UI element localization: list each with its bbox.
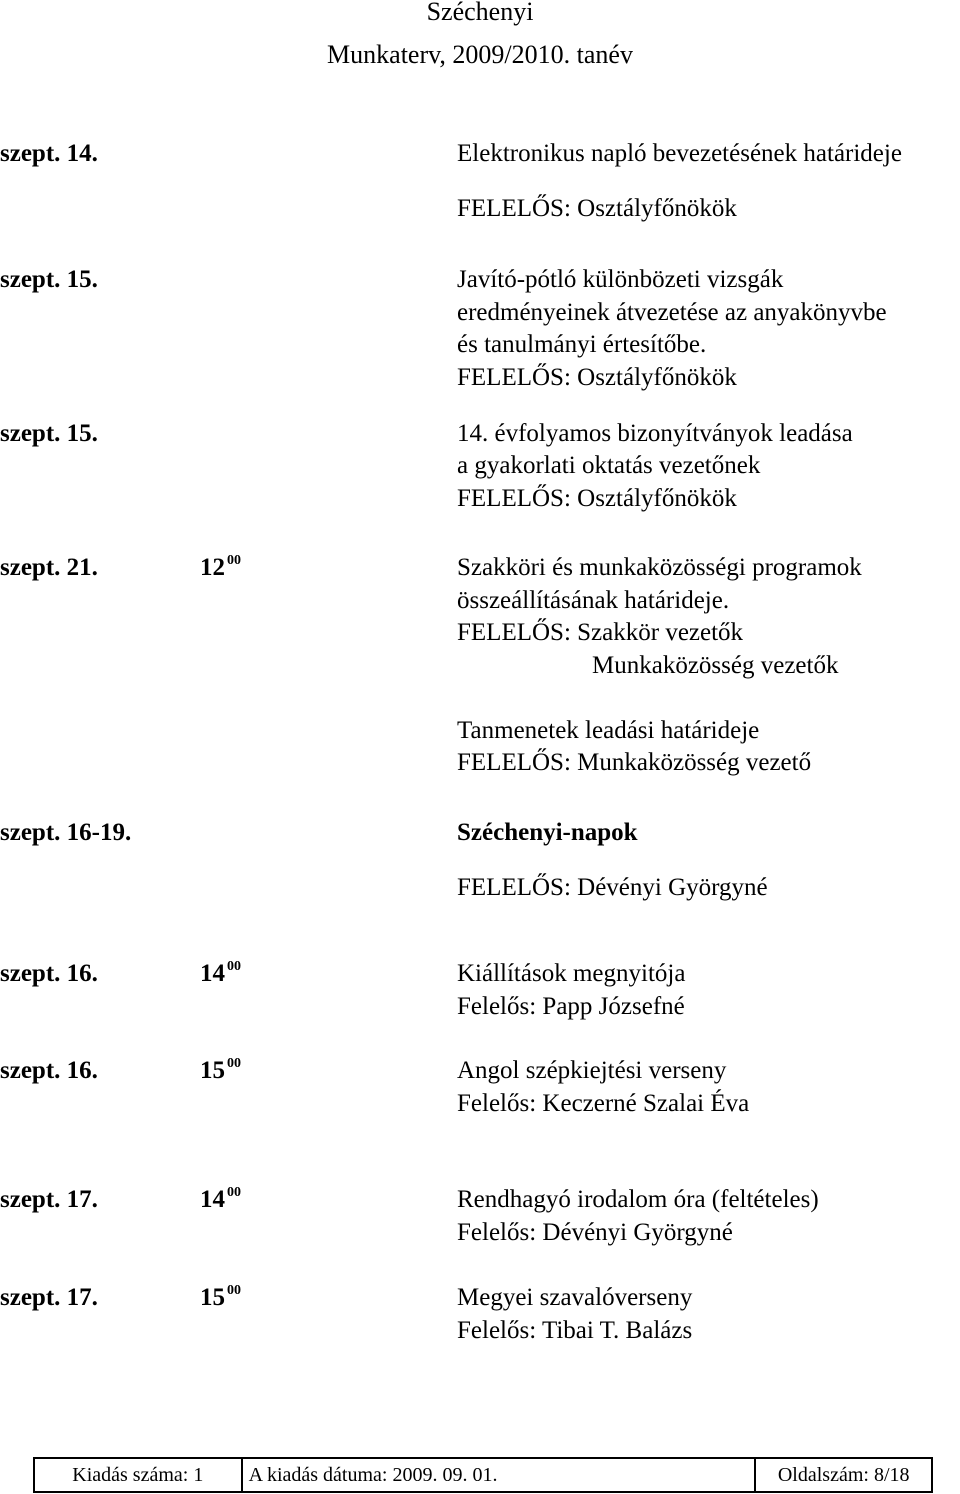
entry-time bbox=[200, 552, 241, 584]
entry-line: a gyakorlati oktatás vezetőnek bbox=[457, 452, 761, 479]
entry-time-hour: 14 bbox=[200, 1186, 225, 1213]
entry-line: FELELŐS: Munkaközösség vezető bbox=[457, 749, 812, 776]
entry-date: szept. 21. bbox=[0, 554, 98, 581]
entry-line: Felelős: Papp Józsefné bbox=[457, 993, 685, 1020]
entry-date: szept. 17. bbox=[0, 1186, 98, 1213]
entry-time bbox=[200, 1184, 241, 1216]
entry-time bbox=[200, 958, 241, 990]
entry-line: Javító-pótló különbözeti vizsgák bbox=[457, 266, 784, 293]
entry-time-minutes: 00 bbox=[227, 1056, 241, 1071]
entry-time-hour: 15 bbox=[200, 1284, 225, 1311]
page-number: Oldalszám: 8/18 bbox=[755, 1458, 932, 1492]
entry-time bbox=[200, 1055, 241, 1087]
entry-line: FELELŐS: Dévényi Györgyné bbox=[457, 874, 768, 901]
entry-date: szept. 15. bbox=[0, 266, 98, 293]
entry-date: szept. 16-19. bbox=[0, 819, 132, 846]
entry-time-hour: 12 bbox=[200, 554, 225, 581]
entry-line: FELELŐS: Osztályfőnökök bbox=[457, 485, 737, 512]
entry-time bbox=[200, 1282, 241, 1314]
entry-time-minutes: 00 bbox=[227, 959, 241, 974]
document-subtitle: Munkaterv, 2009/2010. tanév bbox=[327, 40, 633, 69]
entry-line: 14. évfolyamos bizonyítványok leadása bbox=[457, 420, 853, 447]
entry-date: szept. 14. bbox=[0, 140, 98, 167]
entry-time-minutes: 00 bbox=[227, 1185, 241, 1200]
document-title: Széchenyi bbox=[426, 0, 534, 26]
entry-time-hour: 15 bbox=[200, 1057, 225, 1084]
entry-line: FELELŐS: Szakkör vezetők bbox=[457, 619, 744, 646]
entry-line: Felelős: Dévényi Györgyné bbox=[457, 1219, 733, 1246]
entry-line: Munkaközösség vezetők bbox=[592, 652, 839, 679]
issue-date: A kiadás dátuma: 2009. 09. 01. bbox=[242, 1458, 756, 1492]
entry-line: Kiállítások megnyitója bbox=[457, 960, 686, 987]
entry-time-minutes: 00 bbox=[227, 1283, 241, 1298]
entry-line: Elektronikus napló bevezetésének határideje bbox=[457, 140, 902, 167]
entry-date: szept. 15. bbox=[0, 420, 98, 447]
entry-line: Rendhagyó irodalom óra (feltételes) bbox=[457, 1186, 819, 1213]
issue-number: Kiadás száma: 1 bbox=[34, 1458, 242, 1492]
entry-line: Megyei szavalóverseny bbox=[457, 1284, 693, 1311]
entry-time-minutes: 00 bbox=[227, 553, 241, 568]
entry-time-hour: 14 bbox=[200, 960, 225, 987]
entry-line: Széchenyi-napok bbox=[457, 819, 638, 846]
entry-date: szept. 16. bbox=[0, 960, 98, 987]
entry-line: Tanmenetek leadási határideje bbox=[457, 717, 760, 744]
entry-line: összeállításának határideje. bbox=[457, 587, 730, 614]
footer-row bbox=[34, 1458, 932, 1492]
entry-line: és tanulmányi értesítőbe. bbox=[457, 331, 707, 358]
entry-line: Felelős: Keczerné Szalai Éva bbox=[457, 1090, 750, 1117]
entry-line: FELELŐS: Osztályfőnökök bbox=[457, 364, 737, 391]
entry-date: szept. 17. bbox=[0, 1284, 98, 1311]
entry-line: FELELŐS: Osztályfőnökök bbox=[457, 195, 737, 222]
entry-date: szept. 16. bbox=[0, 1057, 98, 1084]
entry-line: Szakköri és munkaközösségi programok bbox=[457, 554, 862, 581]
entry-line: Felelős: Tibai T. Balázs bbox=[457, 1317, 693, 1344]
entry-line: Angol szépkiejtési verseny bbox=[457, 1057, 727, 1084]
footer-table bbox=[33, 1457, 933, 1493]
entry-line: eredményeinek átvezetése az anyakönyvbe bbox=[457, 299, 887, 326]
